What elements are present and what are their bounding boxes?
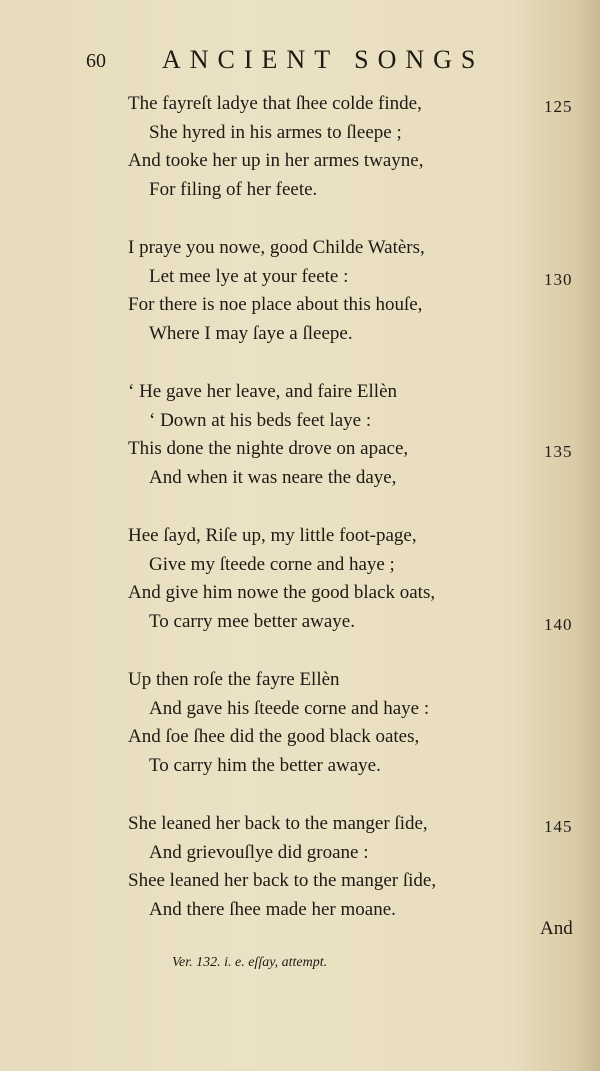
verse-text: To carry mee better awaye. bbox=[149, 610, 355, 632]
verse-line bbox=[128, 435, 588, 464]
verse-text: For filing of her feete. bbox=[149, 178, 318, 200]
verse-text: And when it was neare the daye, bbox=[149, 466, 397, 488]
verse-text: And give him nowe the good black oats, bbox=[128, 582, 436, 603]
catchword: And bbox=[540, 918, 573, 939]
verse-line bbox=[128, 579, 588, 608]
poem bbox=[128, 90, 588, 954]
verse-line bbox=[128, 320, 588, 349]
verse-line bbox=[128, 608, 588, 637]
verse-text: And tooke her up in her armes twayne, bbox=[128, 150, 424, 171]
running-title: ANCIENT SONGS bbox=[162, 45, 485, 74]
verse-line bbox=[128, 147, 588, 176]
stanza bbox=[128, 90, 588, 204]
verse-line bbox=[128, 407, 588, 436]
verse-line bbox=[128, 291, 588, 320]
verse-text: And there ſhee made her moane. bbox=[149, 898, 396, 920]
verse-line bbox=[128, 839, 588, 868]
verse-text: Give my ſteede corne and haye ; bbox=[149, 553, 395, 575]
verse-text: The fayreſt ladye that ſhee colde finde, bbox=[128, 93, 422, 114]
verse-text: For there is noe place about this houſe, bbox=[128, 294, 423, 315]
verse-text: And ſoe ſhee did the good black oates, bbox=[128, 726, 420, 747]
verse-line bbox=[128, 810, 588, 839]
line-number: 145 bbox=[544, 817, 573, 836]
verse-line bbox=[128, 752, 588, 781]
verse-line bbox=[128, 176, 588, 205]
verse-text: This done the nighte drove on apace, bbox=[128, 438, 409, 459]
verse-text: To carry him the better awaye. bbox=[149, 754, 381, 776]
verse-text: She hyred in his armes to ſleepe ; bbox=[149, 121, 402, 143]
stanza bbox=[128, 234, 588, 348]
verse-text: I praye you nowe, good Childe Watèrs, bbox=[128, 237, 425, 258]
verse-line bbox=[128, 666, 588, 695]
line-number: 125 bbox=[544, 97, 573, 116]
stanza bbox=[128, 666, 588, 780]
page-number: 60 bbox=[86, 50, 106, 72]
verse-text: ‘ He gave her leave, and faire Ellèn bbox=[128, 381, 398, 402]
verse-line bbox=[128, 551, 588, 580]
verse-line bbox=[128, 867, 588, 896]
verse-text: Hee ſayd, Riſe up, my little foot-page, bbox=[128, 525, 417, 546]
verse-text: And grievouſlye did groane : bbox=[149, 841, 369, 863]
verse-text: ‘ Down at his beds feet laye : bbox=[149, 409, 372, 431]
verse-line bbox=[128, 378, 588, 407]
verse-line bbox=[128, 896, 588, 925]
verse-line bbox=[128, 263, 588, 292]
stanza bbox=[128, 378, 588, 492]
verse-line bbox=[128, 119, 588, 148]
verse-line bbox=[128, 695, 588, 724]
verse-text: Where I may ſaye a ſleepe. bbox=[149, 322, 353, 344]
line-number: 135 bbox=[544, 442, 573, 461]
verse-text: And gave his ſteede corne and haye : bbox=[149, 697, 430, 719]
verse-line bbox=[128, 90, 588, 119]
verse-text: Let mee lye at your feete : bbox=[149, 265, 349, 287]
verse-line bbox=[128, 464, 588, 493]
stanza bbox=[128, 810, 588, 924]
verse-line bbox=[128, 723, 588, 752]
verse-text: Up then roſe the fayre Ellèn bbox=[128, 669, 340, 690]
verse-text: Shee leaned her back to the manger ſide, bbox=[128, 870, 437, 891]
verse-text: She leaned her back to the manger ſide, bbox=[128, 813, 428, 834]
line-number: 140 bbox=[544, 614, 573, 634]
footnote: Ver. 132. i. e. eſſay, attempt. bbox=[172, 955, 328, 970]
verse-line bbox=[128, 234, 588, 263]
stanza bbox=[128, 522, 588, 636]
line-number: 130 bbox=[544, 269, 573, 289]
verse-line bbox=[128, 522, 588, 551]
